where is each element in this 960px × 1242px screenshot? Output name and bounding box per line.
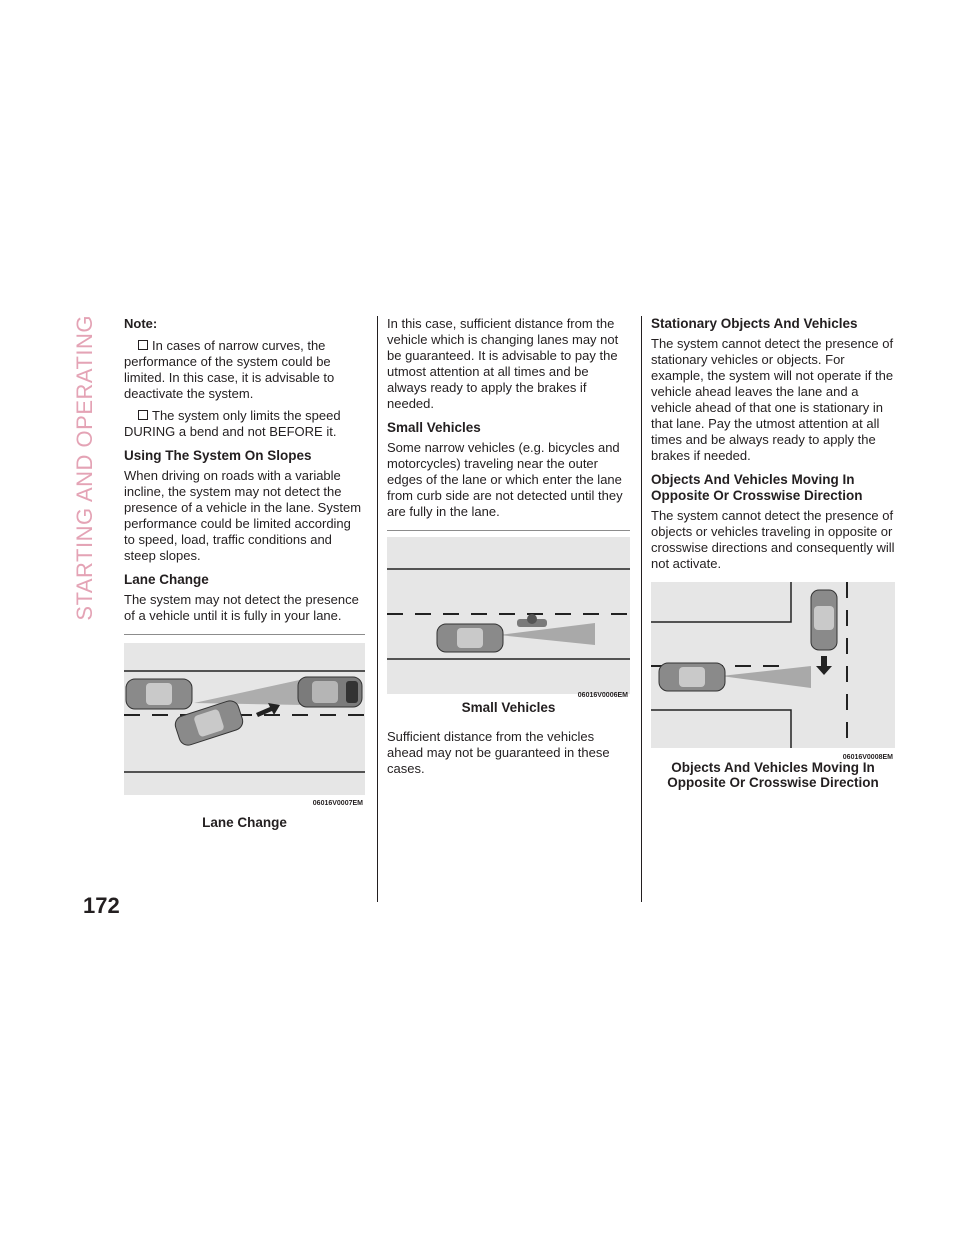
heading-stationary: Stationary Objects And Vehicles [651,316,858,331]
section-tab-label: STARTING AND OPERATING [72,315,97,621]
column-divider [377,316,378,902]
column-3 [651,316,895,790]
paragraph-after-figure: Sufficient distance from the vehicles ahead may not be guaranteed in these cases. [387,729,610,776]
lane-change-illustration [124,635,365,805]
page-number: 172 [83,893,120,918]
checkbox-bullet-icon [138,340,148,350]
column-divider [641,316,642,902]
car-ahead-icon [298,677,362,707]
paragraph-small-vehicles: Some narrow vehicles (e.g. bicycles and motorcycles) traveling near the outer edges of the lane or which enter the lane from curb side are not detected until they are fully in the lane. [387,440,623,519]
figure-caption: Lane Change [202,815,287,830]
car-ego-icon [437,624,503,652]
figure-caption: Small Vehicles [461,700,556,715]
note-bullet-text: In cases of narrow curves, the performance of the system could be limited. In this case, it is advisable to deactivate the system. [124,338,335,401]
paragraph-lane-change: The system may not detect the presence of a vehicle until it is fully in your lane. [124,592,359,623]
note-bullet [124,338,365,402]
heading-opposite: Objects And Vehicles Moving In Opposite Or Crosswise Direction [651,472,863,503]
heading-small-vehicles: Small Vehicles [387,420,481,435]
heading-slopes: Using The System On Slopes [124,448,312,463]
paragraph-stationary: The system cannot detect the presence of stationary vehicles or objects. For example, the system will not operate if the vehicle ahead leaves the lane and a vehicle ahead of that one is stationary in that lane. Pay the utmost attention at all times and be always ready to apply the brakes if needed. [651,336,894,463]
heading-lane-change: Lane Change [124,572,209,587]
section-tab [72,315,108,875]
paragraph-opposite: The system cannot detect the presence of objects or vehicles traveling in opposite or crosswise directions and consequently will not activate. [651,508,895,571]
figure-code: 06016V0008EM [842,754,893,761]
note-bullet-text: The system only limits the speed DURING a bend and not BEFORE it. [124,408,341,439]
paragraph-intro: In this case, sufficient distance from the vehicle which is changing lanes may not be guaranteed. It is advisable to pay the utmost attention at all times and be always ready to apply the brakes if needed. [387,316,619,411]
note-bullet [124,408,365,440]
car-crossing-icon [811,590,837,650]
checkbox-bullet-icon [138,410,148,420]
paragraph-slopes: When driving on roads with a variable incline, the system may not detect the presence of a vehicle in the lane. System performance could be limited according to speed, load, traffic conditions and steep slopes. [124,468,362,563]
note-label: Note: [124,316,158,331]
column-2 [387,316,630,785]
figure-code: 06016V0006EM [577,692,628,699]
figure-code: 06016V0007EM [312,800,363,807]
small-vehicles-illustration [387,531,630,694]
car-ego-icon [126,679,192,709]
figure-caption: Objects And Vehicles Moving In Opposite Or Crosswise Direction [667,760,879,790]
crosswise-illustration [651,582,895,748]
figure-lane-change [124,634,365,830]
figure-small-vehicles [387,530,630,715]
column-1 [124,316,365,830]
figure-opposite-direction [651,582,895,790]
car-ego-icon [659,663,725,691]
